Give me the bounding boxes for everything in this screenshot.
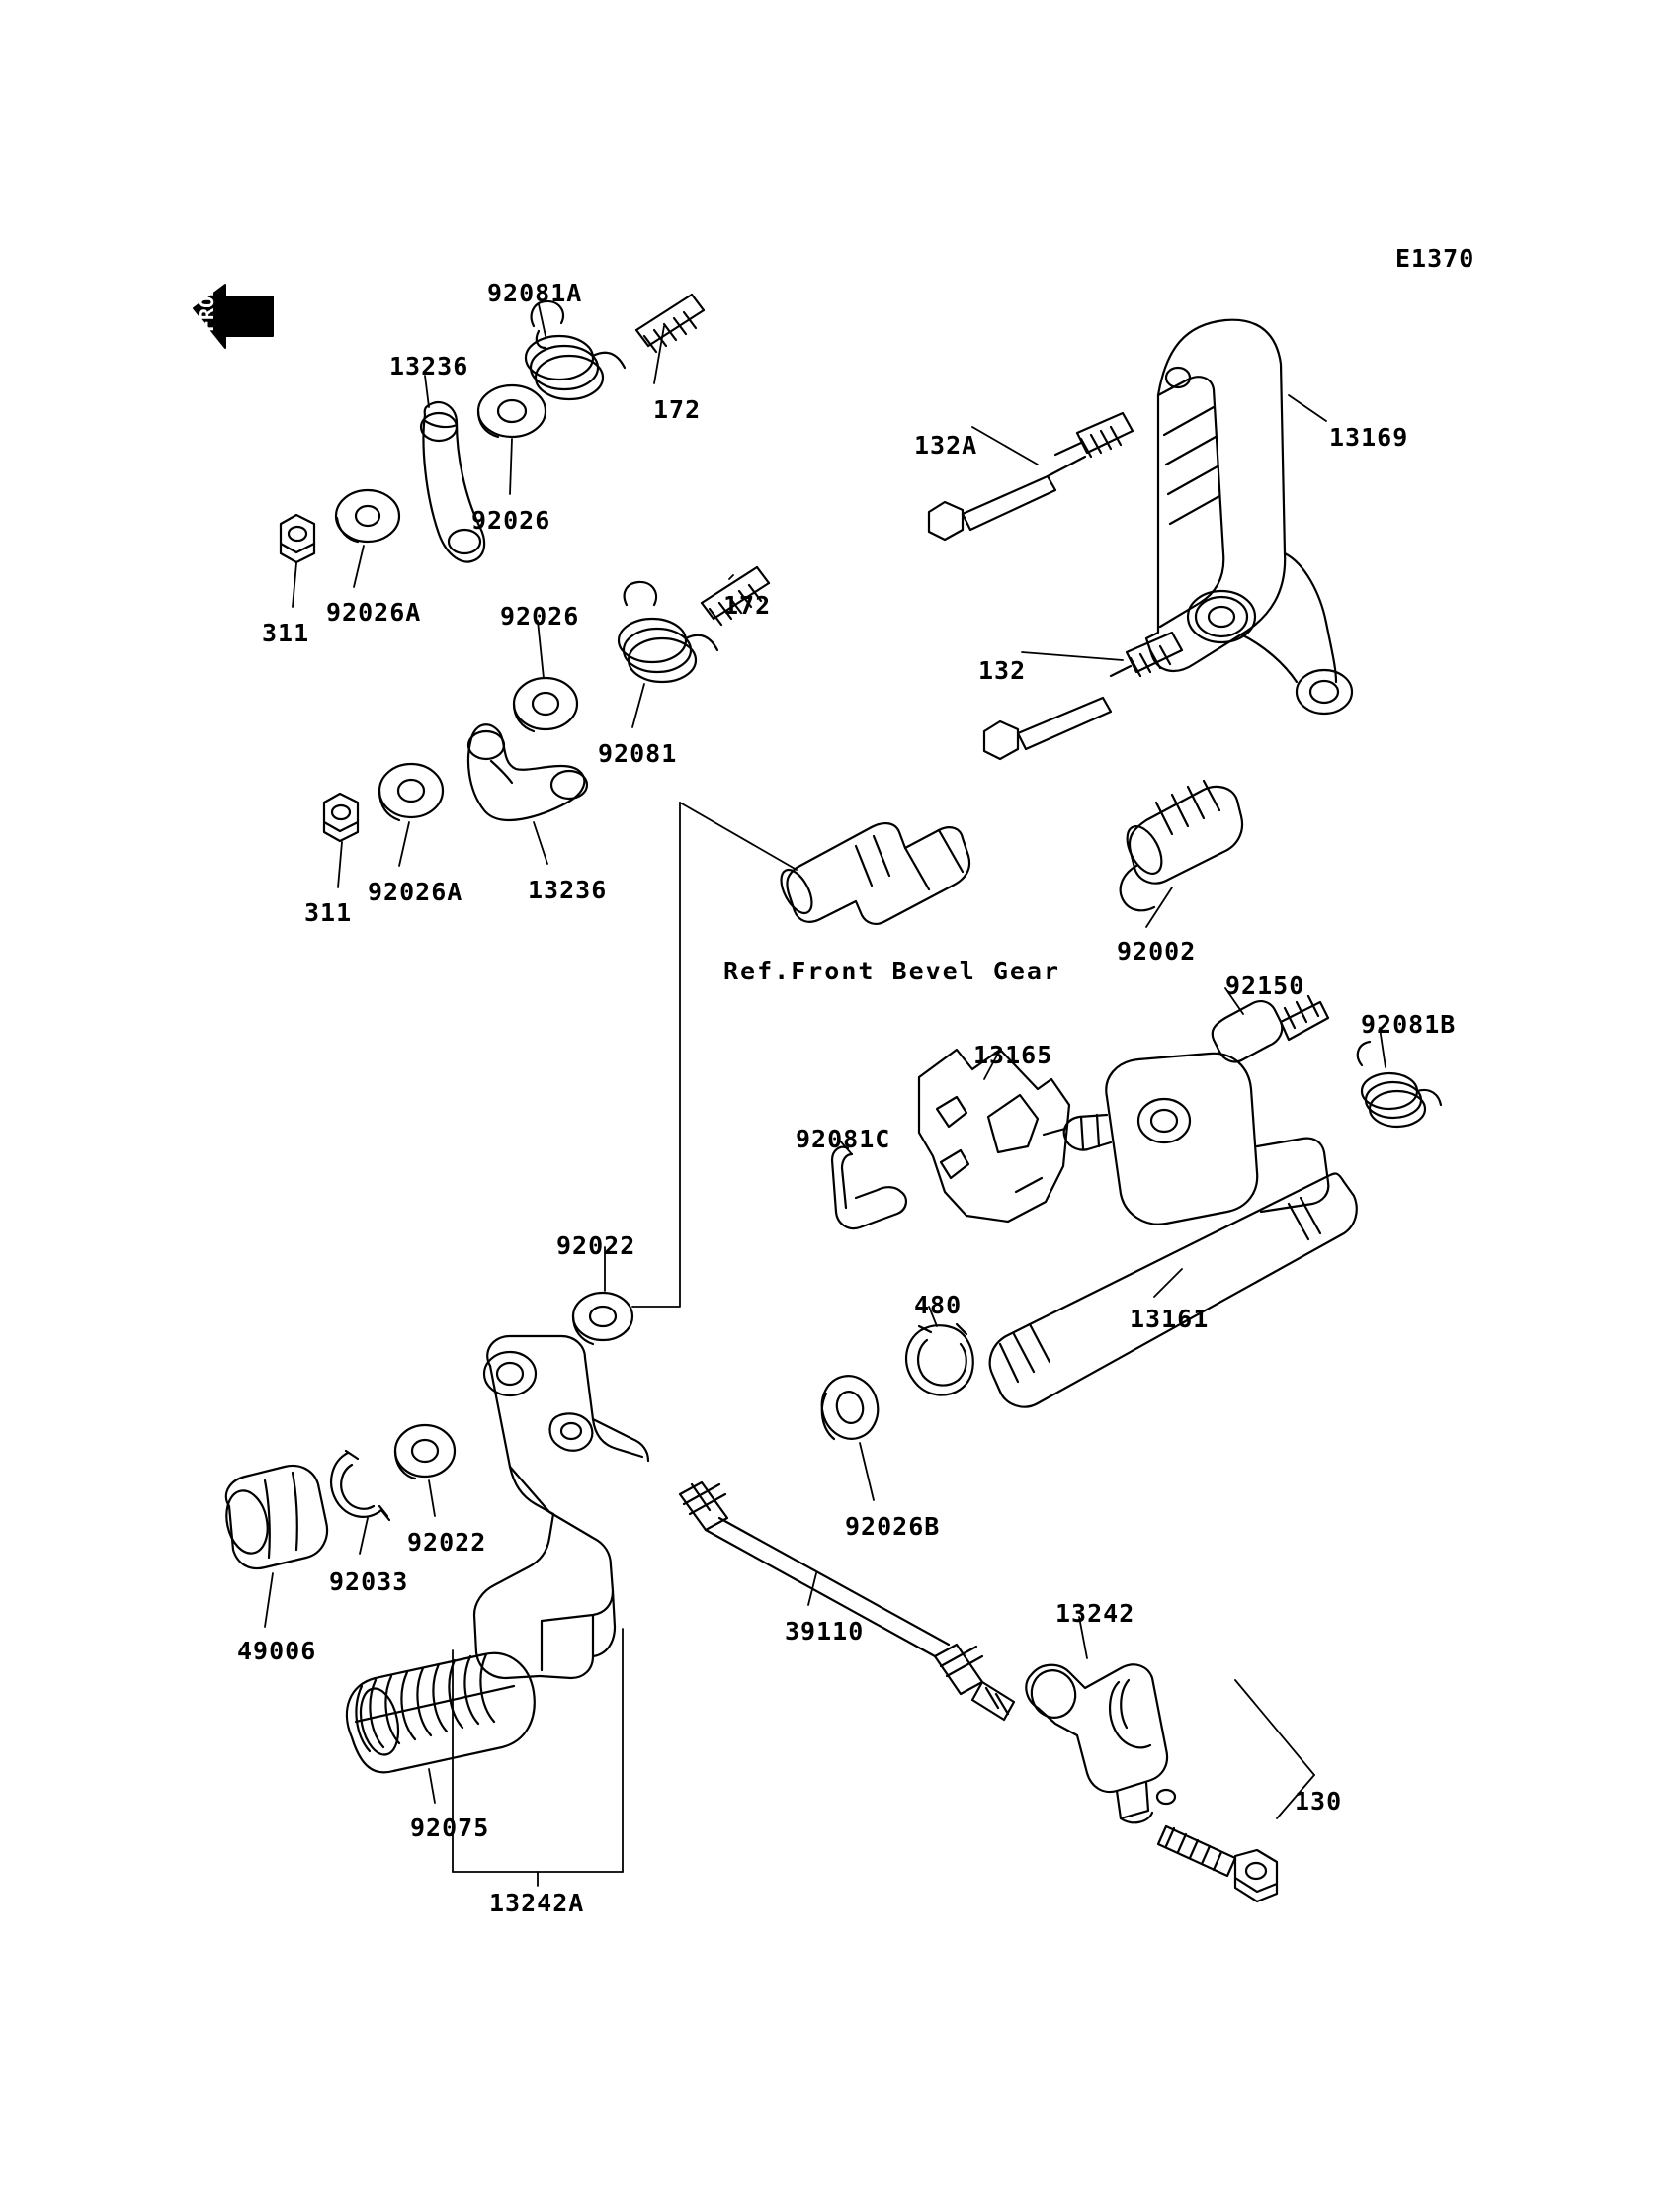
- part-92002-bolt: [1120, 781, 1242, 910]
- callout-13165: 13165: [973, 1041, 1053, 1069]
- callout-92026A-low: 92026A: [368, 878, 463, 906]
- part-132-bolt: [984, 633, 1182, 759]
- callout-172-mid: 172: [723, 591, 772, 620]
- part-130-bolt: [1158, 1826, 1277, 1901]
- callout-172-top: 172: [653, 395, 702, 424]
- part-92081-spring: [619, 582, 717, 682]
- part-13236-lower-lever: [468, 724, 587, 820]
- callout-13236-low: 13236: [528, 876, 608, 904]
- part-92026A-lower-washer: [379, 764, 443, 820]
- callout-92075: 92075: [410, 1814, 490, 1842]
- part-92022-upper-washer: [573, 1293, 632, 1344]
- diagram-code: E1370: [1395, 244, 1475, 273]
- callout-92081B: 92081B: [1361, 1010, 1457, 1039]
- part-92075-pedal-rubber: [347, 1653, 535, 1773]
- reference-note: Ref.Front Bevel Gear: [723, 957, 1061, 985]
- part-92026A-upper-washer: [336, 490, 399, 542]
- callout-49006: 49006: [237, 1637, 317, 1665]
- callout-13242: 13242: [1055, 1599, 1135, 1628]
- callout-132A: 132A: [914, 431, 978, 460]
- part-172-upper-pin: [636, 295, 704, 352]
- callout-92081: 92081: [598, 739, 678, 768]
- part-13169-bracket: [1146, 320, 1352, 714]
- callout-39110: 39110: [785, 1617, 865, 1646]
- callout-92002: 92002: [1117, 937, 1197, 966]
- part-92026-mid-washer: [514, 678, 577, 731]
- part-92081B-spring: [1358, 1042, 1441, 1127]
- callout-13161: 13161: [1130, 1305, 1210, 1333]
- part-480-snap-ring: [906, 1324, 973, 1395]
- part-92033-circlip: [331, 1451, 389, 1520]
- part-92026B-washer: [815, 1370, 884, 1445]
- callout-311-low: 311: [304, 898, 353, 927]
- callout-92150: 92150: [1225, 972, 1305, 1000]
- leader-lines: [265, 304, 1386, 1818]
- part-92026-upper-washer: [478, 385, 546, 437]
- ref-front-bevel-gear-shaft: [775, 823, 969, 924]
- part-49006-boot: [221, 1466, 327, 1568]
- callout-130: 130: [1295, 1787, 1343, 1816]
- callout-311-top: 311: [262, 619, 310, 647]
- callout-92081C: 92081C: [796, 1125, 891, 1153]
- part-13242-shift-arm: [1026, 1664, 1175, 1822]
- part-13236-upper-lever: [421, 402, 484, 562]
- callout-92022-low: 92022: [407, 1528, 487, 1557]
- callout-92022-top: 92022: [556, 1231, 636, 1260]
- callout-92033: 92033: [329, 1567, 409, 1596]
- callout-480: 480: [914, 1291, 963, 1319]
- front-arrow-icon: [194, 273, 273, 348]
- part-13161-shift-shaft: [990, 1054, 1357, 1407]
- callout-13242A: 13242A: [489, 1889, 585, 1917]
- part-92081C-clip: [832, 1147, 906, 1228]
- callout-92026-top: 92026: [471, 506, 551, 535]
- callout-92081A: 92081A: [487, 279, 583, 307]
- part-13165-shift-plate: [919, 1050, 1069, 1222]
- callout-92026B: 92026B: [845, 1512, 941, 1541]
- callout-92026A-top: 92026A: [326, 598, 422, 627]
- svg-text:FRONT: FRONT: [195, 272, 218, 332]
- group-bracket-13242A: [453, 1629, 623, 1886]
- part-92022-lower-washer: [395, 1425, 455, 1479]
- part-311-lower-nut: [324, 794, 358, 841]
- callout-92026-mid: 92026: [500, 602, 580, 631]
- callout-132: 132: [978, 656, 1027, 685]
- part-92150-bolt: [1213, 996, 1328, 1061]
- callout-13236-top: 13236: [389, 352, 469, 380]
- callout-13169: 13169: [1329, 423, 1409, 452]
- part-13242A-shift-pedal: [474, 1336, 648, 1678]
- part-311-upper-nut: [281, 515, 314, 562]
